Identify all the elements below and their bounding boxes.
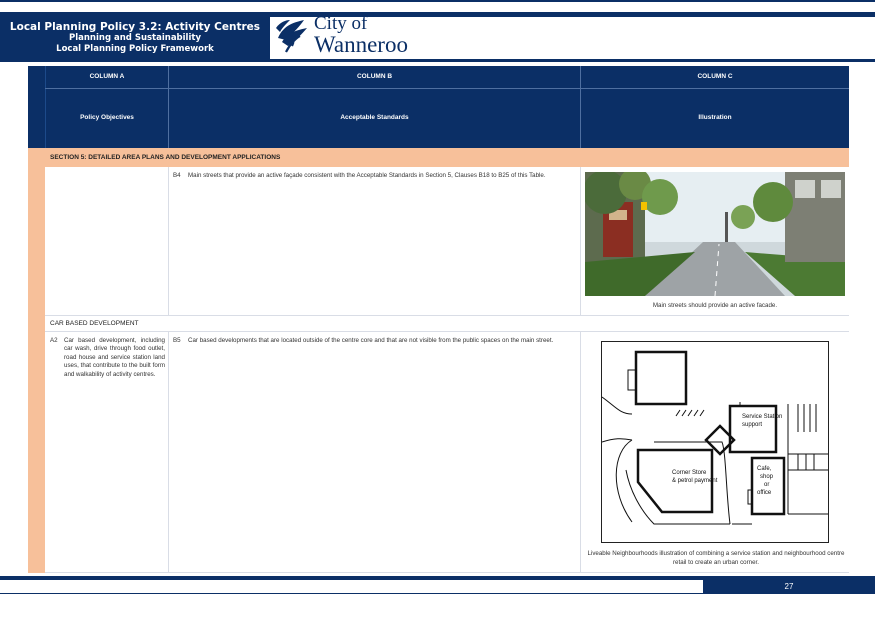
grid-line: [45, 331, 849, 332]
service-station-diagram: [601, 341, 829, 543]
diagram-drawing: [602, 342, 828, 542]
b4-text: Main streets that provide an active façade consistent with the Acceptable Standards in Section 5, Clauses B18 to B25 of this Table.: [188, 172, 546, 179]
a2-text: Car based development, including car wash, drive through food outlet, road house and service station land uses, that contribute to the built form and walkability of activity centres.: [64, 337, 165, 378]
b5-id: B5: [173, 337, 181, 344]
grid-line: [168, 167, 169, 316]
grid-line: [580, 332, 581, 573]
grid-line: [580, 167, 581, 316]
document-title: Local Planning Policy 3.2: Activity Centres: [9, 21, 261, 33]
label-petrol-payment: & petrol payment: [672, 478, 718, 484]
column-a-title: Policy Objectives: [46, 114, 168, 121]
logo-text-city: City of: [314, 13, 368, 34]
header-title-block: [0, 12, 270, 60]
a2-id: A2: [50, 337, 58, 344]
label-shop: shop: [760, 474, 774, 480]
label-cafe: Cafe,: [757, 466, 772, 472]
subsection-title: CAR BASED DEVELOPMENT: [50, 320, 139, 327]
header-top-rule: [0, 0, 875, 2]
grid-line: [45, 315, 849, 316]
section-title: SECTION 5: DETAILED AREA PLANS AND DEVELOPMENT APPLICATIONS: [50, 154, 281, 161]
label-service-station: Service Station: [742, 414, 783, 420]
b4-caption: Main streets should provide an active facade.: [652, 302, 778, 309]
label-office: office: [757, 490, 772, 496]
column-c-label: COLUMN C: [581, 73, 849, 80]
column-c-title: Illustration: [581, 114, 849, 121]
grid-line: [168, 332, 169, 573]
left-margin-strip: [28, 148, 45, 573]
grid-line: [45, 572, 849, 573]
column-a-label: COLUMN A: [46, 73, 168, 80]
page-number: 27: [703, 580, 875, 594]
label-support: support: [742, 422, 763, 428]
document-framework: Local Planning Policy Framework: [56, 44, 214, 54]
b5-caption: Liveable Neighbourhoods illustration of combining a service station and neighbourhood centre retail to create an urban corner.: [587, 550, 845, 566]
footer-thin-rule: [0, 593, 703, 594]
column-b-title: Acceptable Standards: [169, 114, 580, 121]
column-b-label: COLUMN B: [169, 73, 580, 80]
label-corner-store: Corner Store: [672, 470, 707, 476]
b5-text: Car based developments that are located outside of the centre core and that are not visible from the public spaces on the main street.: [188, 337, 554, 344]
city-logo: [274, 14, 434, 58]
swan-logo-icon: [274, 16, 310, 54]
policy-table: [28, 66, 849, 573]
b4-id: B4: [173, 172, 181, 179]
label-or: or: [764, 482, 770, 488]
header-bottom-rule: [0, 59, 875, 62]
main-street-photo: [585, 172, 845, 296]
header-divider: [45, 88, 849, 89]
logo-text-name: Wanneroo: [314, 32, 408, 57]
document-subtitle: Planning and Sustainability: [69, 33, 201, 43]
